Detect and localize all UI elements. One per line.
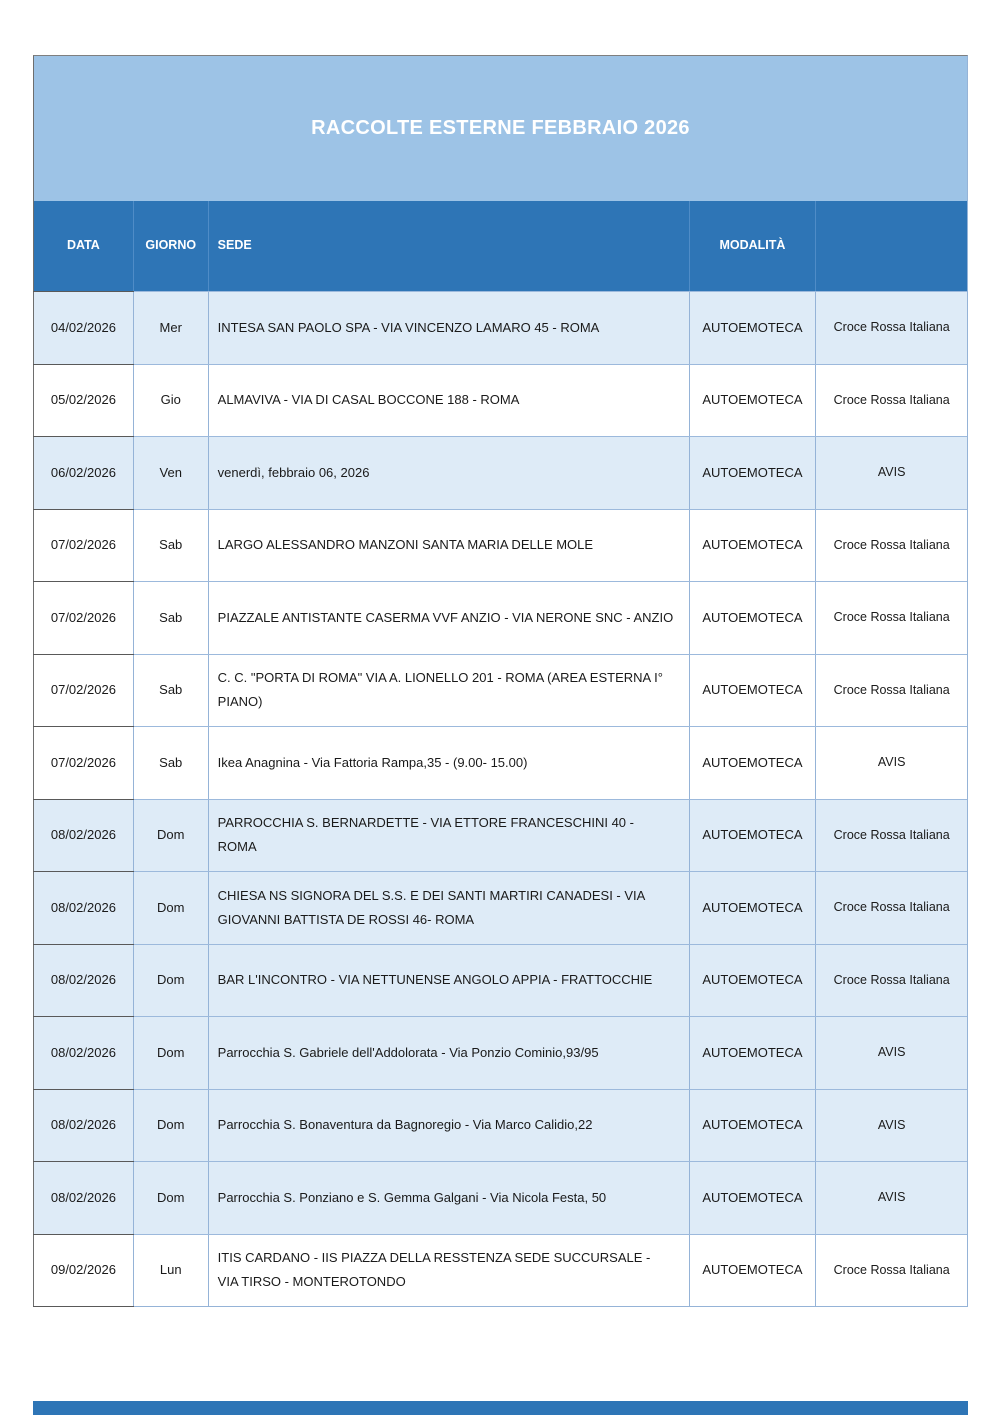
cell-venue: C. C. "PORTA DI ROMA" VIA A. LIONELLO 201 - ROMA (AREA ESTERNA I° PIANO) [209, 655, 690, 727]
cell-day: Dom [134, 872, 209, 944]
cell-date: 07/02/2026 [34, 582, 134, 654]
cell-organization: Croce Rossa Italiana [833, 537, 950, 552]
cell-mode: AUTOEMOTECA [690, 872, 817, 944]
cell-date: 08/02/2026 [34, 872, 134, 944]
cell-mode: AUTOEMOTECA [690, 292, 817, 364]
cell-day: Sab [134, 582, 209, 654]
cell-venue: INTESA SAN PAOLO SPA - VIA VINCENZO LAMARO 45 - ROMA [209, 292, 690, 364]
cell-mode: AUTOEMOTECA [690, 1090, 817, 1162]
cell-venue: LARGO ALESSANDRO MANZONI SANTA MARIA DELLE MOLE [209, 510, 690, 582]
cell-organization: Croce Rossa Italiana [833, 392, 950, 407]
cell-venue: BAR L'INCONTRO - VIA NETTUNENSE ANGOLO APPIA - FRATTOCCHIE [209, 945, 690, 1017]
column-header-giorno: GIORNO [134, 201, 209, 291]
cell-mode: AUTOEMOTECA [690, 1235, 817, 1307]
table-row [34, 654, 967, 727]
cell-organization: Croce Rossa Italiana [833, 900, 950, 915]
cell-organization: Croce Rossa Italiana [833, 320, 950, 335]
cell-day: Dom [134, 1017, 209, 1089]
cell-organization: Croce Rossa Italiana [833, 972, 950, 987]
footer-bar [33, 1401, 968, 1415]
cell-day: Dom [134, 1090, 209, 1162]
cell-date: 08/02/2026 [34, 1162, 134, 1234]
table-row [34, 1234, 967, 1307]
cell-mode: AUTOEMOTECA [690, 365, 817, 437]
table-row [34, 1016, 967, 1089]
cell-venue: Ikea Anagnina - Via Fattoria Rampa,35 - (9.00- 15.00) [209, 727, 690, 799]
cell-organization: AVIS [877, 755, 906, 770]
column-header-data: DATA [34, 201, 134, 291]
column-header-sede: SEDE [209, 201, 690, 291]
cell-date: 08/02/2026 [34, 945, 134, 1017]
cell-venue: CHIESA NS SIGNORA DEL S.S. E DEI SANTI MARTIRI CANADESI - VIA GIOVANNI BATTISTA DE ROSSI 46- ROMA [209, 872, 690, 944]
cell-date: 09/02/2026 [34, 1235, 134, 1307]
cell-day: Dom [134, 800, 209, 872]
cell-mode: AUTOEMOTECA [690, 1017, 817, 1089]
cell-day: Mer [134, 292, 209, 364]
cell-venue: PIAZZALE ANTISTANTE CASERMA VVF ANZIO - VIA NERONE SNC - ANZIO [209, 582, 690, 654]
cell-date: 04/02/2026 [34, 292, 134, 364]
title-band [34, 56, 967, 201]
cell-date: 06/02/2026 [34, 437, 134, 509]
table-row [34, 944, 967, 1017]
column-header-modalita: MODALITÀ [690, 201, 817, 291]
cell-organization: AVIS [877, 465, 906, 480]
cell-day: Lun [134, 1235, 209, 1307]
table-row [34, 436, 967, 509]
table-row [34, 871, 967, 944]
table-row [34, 1161, 967, 1234]
cell-day: Dom [134, 945, 209, 1017]
cell-organization: Croce Rossa Italiana [833, 1262, 950, 1277]
cell-venue: Parrocchia S. Gabriele dell'Addolorata - Via Ponzio Cominio,93/95 [209, 1017, 690, 1089]
cell-date: 07/02/2026 [34, 655, 134, 727]
cell-date: 07/02/2026 [34, 727, 134, 799]
cell-day: Sab [134, 727, 209, 799]
cell-day: Ven [134, 437, 209, 509]
cell-organization: Croce Rossa Italiana [833, 827, 950, 842]
table-row [34, 581, 967, 654]
cell-organization: AVIS [877, 1045, 906, 1060]
cell-organization: AVIS [877, 1190, 906, 1205]
cell-date: 08/02/2026 [34, 1017, 134, 1089]
cell-mode: AUTOEMOTECA [690, 727, 817, 799]
collections-table [33, 55, 968, 1307]
page-title: RACCOLTE ESTERNE FEBBRAIO 2026 [311, 117, 690, 139]
cell-day: Gio [134, 365, 209, 437]
table-row [34, 1089, 967, 1162]
cell-venue: venerdì, febbraio 06, 2026 [209, 437, 690, 509]
cell-date: 08/02/2026 [34, 800, 134, 872]
cell-organization: AVIS [877, 1117, 906, 1132]
table-row [34, 291, 967, 364]
cell-mode: AUTOEMOTECA [690, 945, 817, 1017]
cell-date: 05/02/2026 [34, 365, 134, 437]
cell-date: 08/02/2026 [34, 1090, 134, 1162]
cell-organization: Croce Rossa Italiana [833, 682, 950, 697]
cell-mode: AUTOEMOTECA [690, 1162, 817, 1234]
cell-mode: AUTOEMOTECA [690, 510, 817, 582]
cell-day: Sab [134, 510, 209, 582]
cell-mode: AUTOEMOTECA [690, 582, 817, 654]
cell-organization: Croce Rossa Italiana [833, 610, 950, 625]
cell-venue: ITIS CARDANO - IIS PIAZZA DELLA RESSTENZA SEDE SUCCURSALE - VIA TIRSO - MONTEROTONDO [209, 1235, 690, 1307]
column-header-org [816, 201, 967, 291]
table-row [34, 509, 967, 582]
cell-mode: AUTOEMOTECA [690, 800, 817, 872]
cell-venue: Parrocchia S. Ponziano e S. Gemma Galgani - Via Nicola Festa, 50 [209, 1162, 690, 1234]
cell-venue: ALMAVIVA - VIA DI CASAL BOCCONE 188 - ROMA [209, 365, 690, 437]
table-row [34, 726, 967, 799]
table-row [34, 364, 967, 437]
cell-venue: Parrocchia S. Bonaventura da Bagnoregio - Via Marco Calidio,22 [209, 1090, 690, 1162]
cell-mode: AUTOEMOTECA [690, 655, 817, 727]
table-body [34, 291, 967, 1306]
cell-day: Dom [134, 1162, 209, 1234]
cell-venue: PARROCCHIA S. BERNARDETTE - VIA ETTORE FRANCESCHINI 40 - ROMA [209, 800, 690, 872]
table-header-row [34, 201, 967, 291]
cell-day: Sab [134, 655, 209, 727]
cell-mode: AUTOEMOTECA [690, 437, 817, 509]
cell-date: 07/02/2026 [34, 510, 134, 582]
table-row [34, 799, 967, 872]
